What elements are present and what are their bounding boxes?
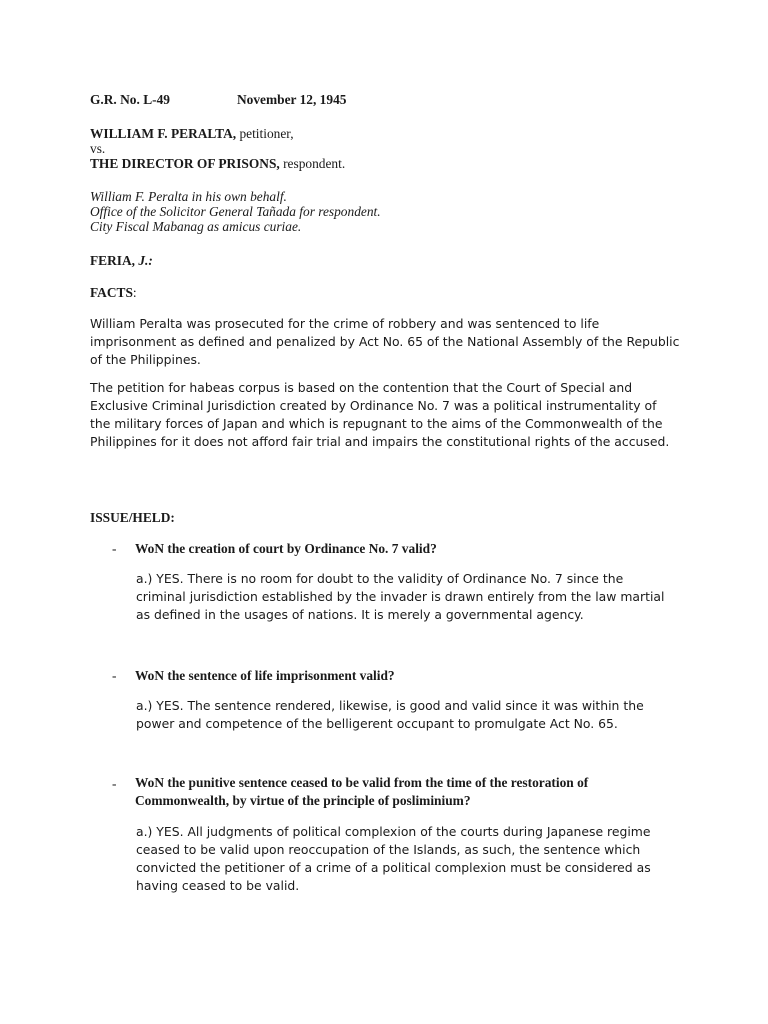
ponente xyxy=(90,253,680,268)
facts-heading-label: FACTS xyxy=(90,285,133,300)
respondent-name: THE DIRECTOR OF PRISONS, xyxy=(90,156,280,171)
issue-held-heading: ISSUE/HELD: xyxy=(90,510,175,525)
facts-paragraph-2: The petition for habeas corpus is based on the contention that the Court of Special and Exclusive Criminal Jurisdiction created by Ordinance No. 7 was a political instrumentality of the military forces of Japan and which is repugnant to the aims of the Commonwealth of the Philippines for it does not afford fair trial and impairs the constitutional rights of the accused. xyxy=(90,380,670,449)
facts-heading-colon: : xyxy=(132,285,137,300)
issue-answer-1: a.) YES. There is no room for doubt to the validity of Ordinance No. 7 since the criminal jurisdiction established by the invader is drawn entirely from the law martial as defined in the usages of nations. It is merely a governmental agency. xyxy=(136,571,665,622)
counsel-line: William F. Peralta in his own behalf. xyxy=(90,189,287,204)
petitioner-name: WILLIAM F. PERALTA, xyxy=(90,126,237,141)
case-parties xyxy=(90,126,680,171)
case-number: G.R. No. L-49 xyxy=(90,92,170,107)
facts-heading xyxy=(90,285,680,300)
issue-answer-2: a.) YES. The sentence rendered, likewise, is good and valid since it was within the power and competence of the belligerent occupant to promulgate Act No. 65. xyxy=(136,698,644,731)
versus-line: vs. xyxy=(90,141,106,156)
bullet-dash: - xyxy=(112,541,117,556)
counsel-line: City Fiscal Mabanag as amicus curiae. xyxy=(90,219,302,234)
bullet-dash: - xyxy=(112,776,117,791)
facts-paragraph-1: William Peralta was prosecuted for the crime of robbery and was sentenced to life imprisonment as defined and penalized by Act No. 65 of the National Assembly of the Republic of the Philippines. xyxy=(90,316,680,367)
petitioner-role: petitioner, xyxy=(236,126,294,141)
counsel-line: Office of the Solicitor General Tañada for respondent. xyxy=(90,204,381,219)
bullet-dash: - xyxy=(112,668,117,683)
respondent-role: respondent. xyxy=(279,156,346,171)
case-date: November 12, 1945 xyxy=(237,92,347,107)
petitioner-line xyxy=(90,126,680,141)
issue-question-2: WoN the sentence of life imprisonment valid? xyxy=(135,668,395,683)
issue-question-3: WoN the punitive sentence ceased to be valid from the time of the restoration of Commonwealth, by virtue of the principle of posliminium? xyxy=(135,775,589,808)
ponente-title: J.: xyxy=(138,253,153,268)
ponente-name: FERIA, xyxy=(90,253,139,268)
issue-question-1: WoN the creation of court by Ordinance No. 7 valid? xyxy=(135,541,437,556)
issue-answer-3: a.) YES. All judgments of political complexion of the courts during Japanese regime ceased to be valid upon reoccupation of the Islands, as such, the sentence which convicted the petitioner of a crime of a political complexion must be considered as having ceased to be valid. xyxy=(136,824,651,893)
respondent-line xyxy=(90,156,680,171)
counsel-list xyxy=(90,189,680,234)
